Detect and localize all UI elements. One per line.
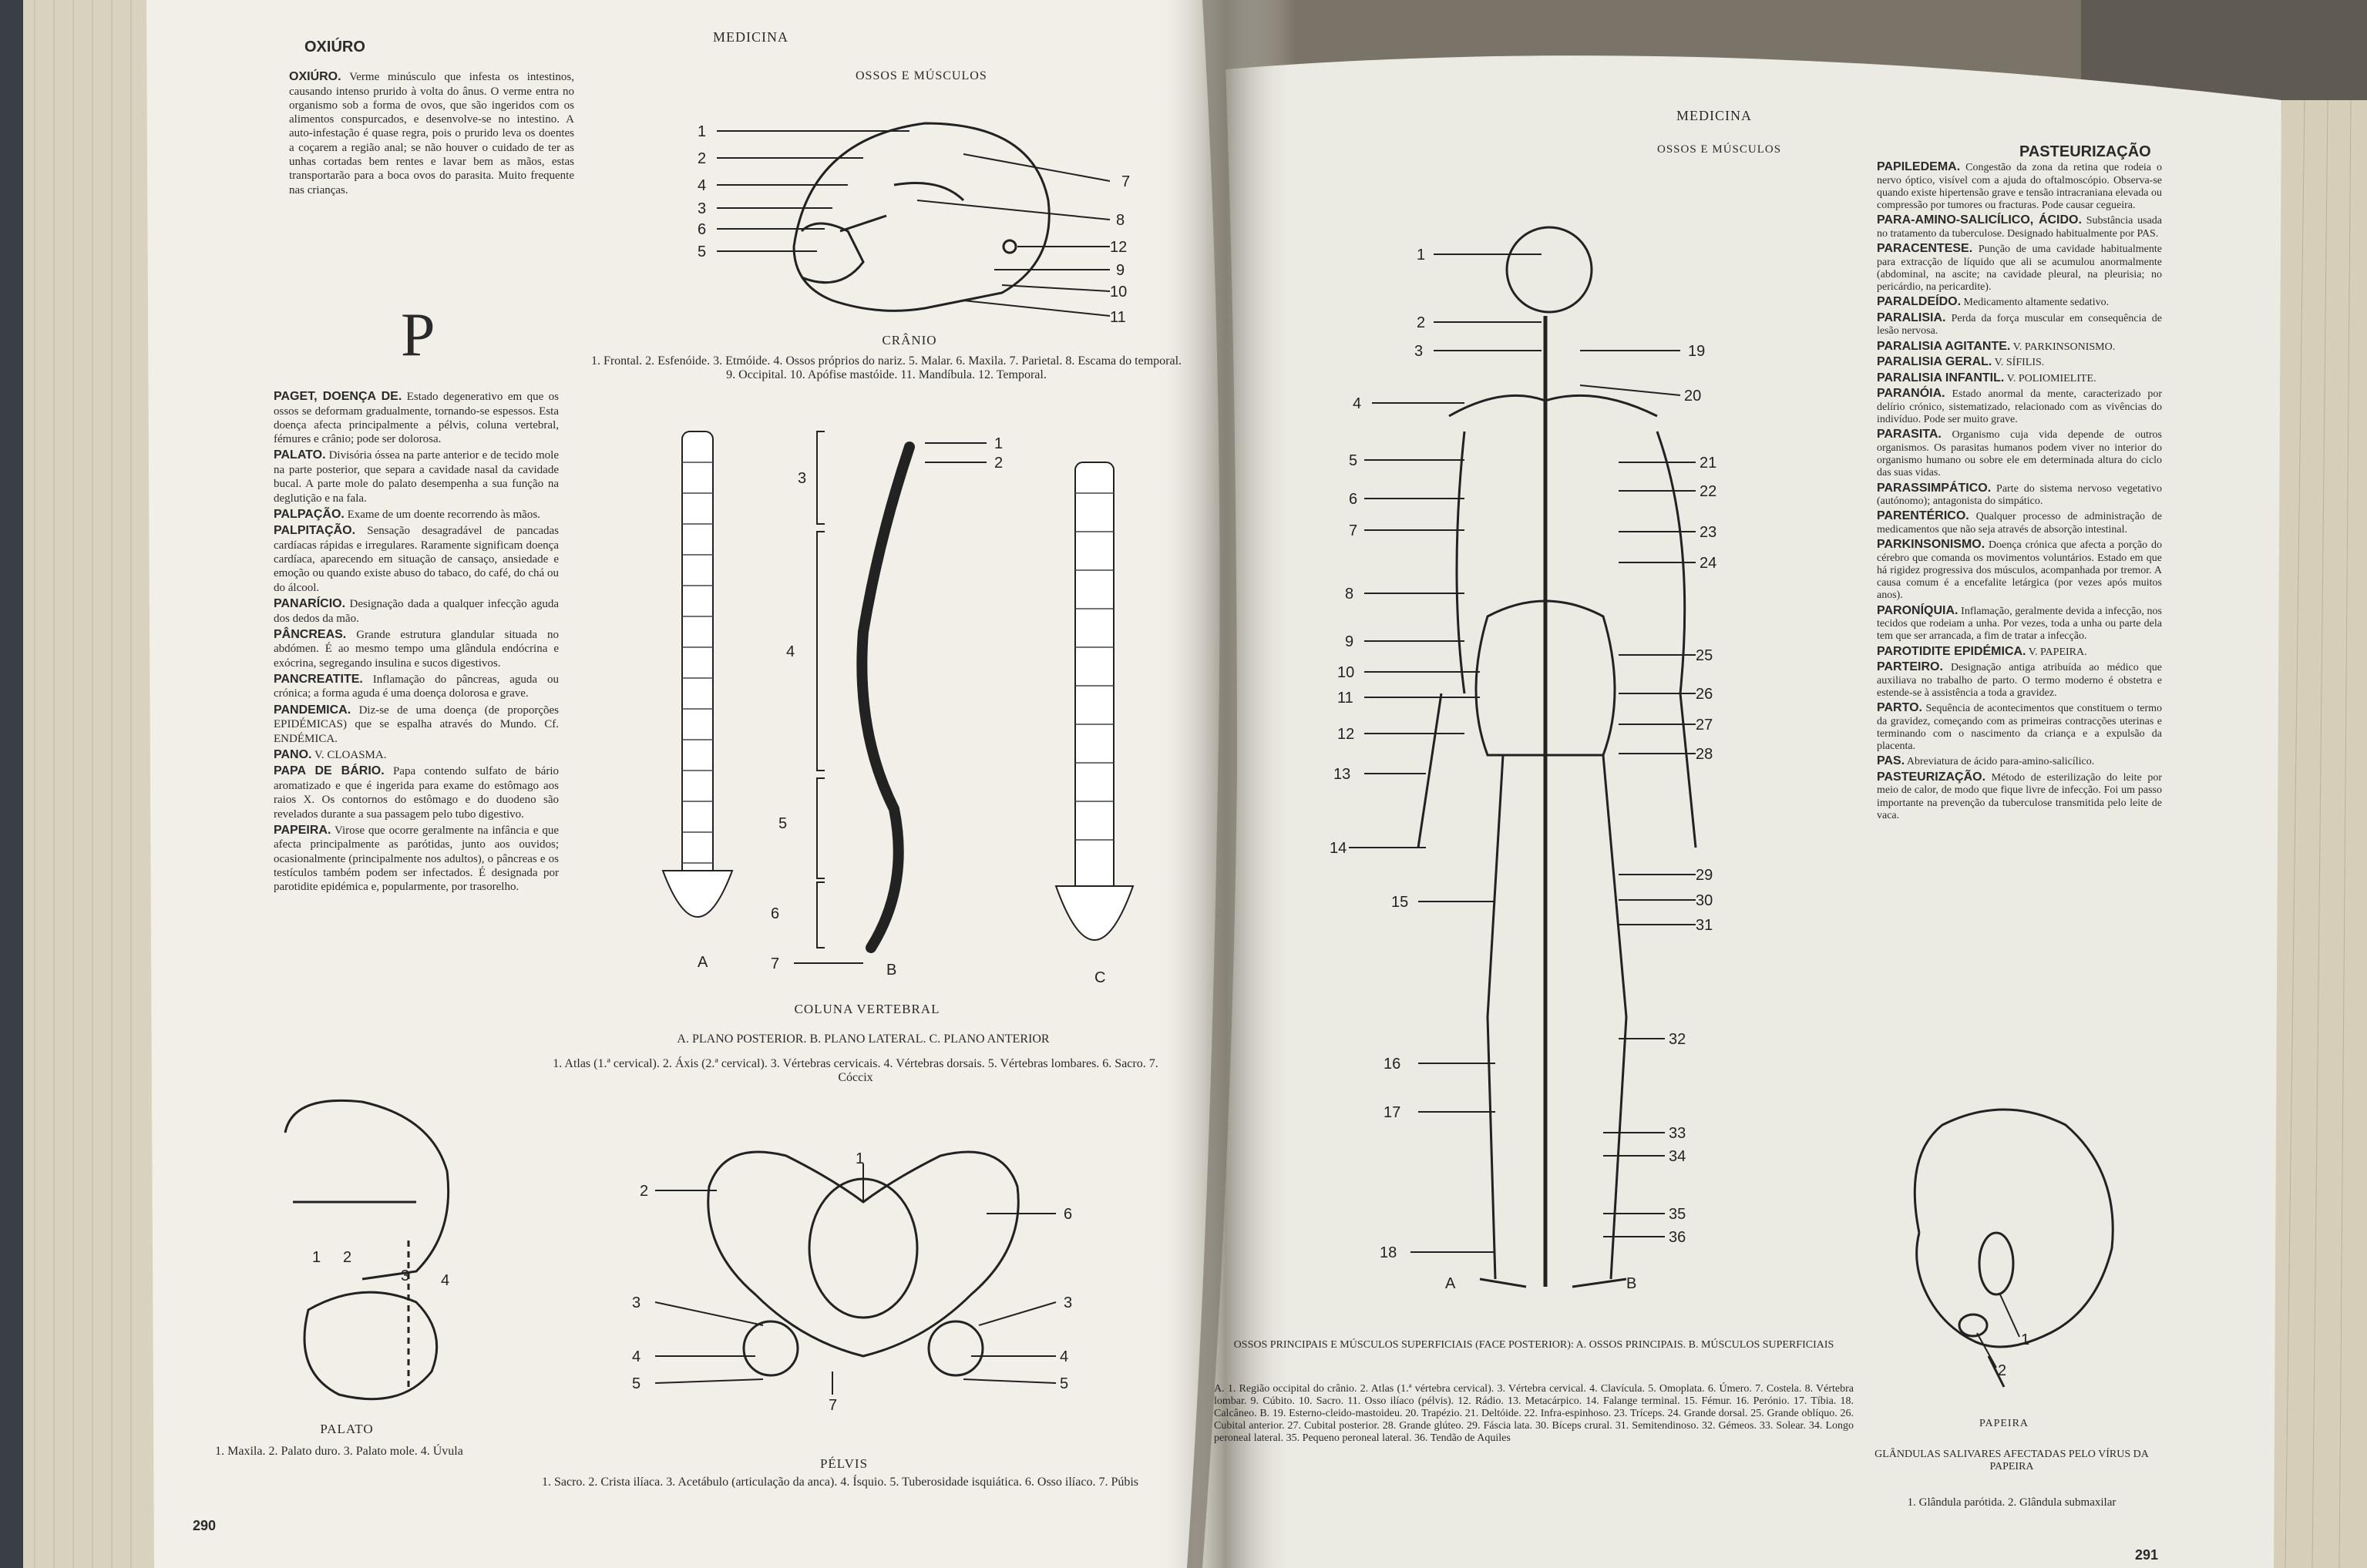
pelvis-title: PÉLVIS (819, 1456, 869, 1471)
svg-text:3: 3 (698, 200, 707, 217)
left-page-number: 290 (193, 1518, 217, 1533)
left-running-head-section: MEDICINA (713, 29, 788, 45)
skull-title: CRÂNIO (882, 333, 937, 348)
right-entry: PARALISIA INFANTIL. V. POLIOMIELITE. (1877, 371, 2096, 384)
svg-text:12: 12 (1337, 726, 1355, 743)
left-entry: PAPEIRA. Virose que ocorre geralmente na infância e que afecta principalmente as parótidas, junto aos ouvidos; ocasionalmente (principalmente nos adultos), o pâncreas e os testículos também podem ser infectados. É designada por parotidite epidémica e, popularmente, por trasorelho. (274, 823, 559, 894)
svg-text:5: 5 (778, 815, 788, 832)
svg-text:33: 33 (1669, 1125, 1686, 1142)
right-entry: PARALISIA AGITANTE. V. PARKINSONISMO. (1877, 339, 2116, 353)
svg-text:21: 21 (1700, 455, 1717, 472)
section-letter: P (401, 301, 435, 369)
svg-text:6: 6 (1349, 491, 1358, 508)
right-entry: PAPILEDEMA. Congestão da zona da retina que rodeia o nervo óptico, visível com a ajuda do oftalmoscópio. Observa-se quando existe hipertensão grave e tensão intracraniana elevada ou compressão por tumores ou fracturas. Pode causar cegueira. (1877, 160, 2162, 212)
svg-text:25: 25 (1696, 647, 1713, 664)
body-letter-b: B (1626, 1275, 1637, 1292)
svg-text:6: 6 (698, 221, 707, 238)
right-entry: PARANÓIA. Estado anormal da mente, caracterizado por delírio crónico, sistematizado, relacionado com as vivências do indivíduo. Pode ser muito grave. (1877, 387, 2162, 426)
svg-text:32: 32 (1669, 1031, 1686, 1048)
spine-legend: 1. Atlas (1.ª cervical). 2. Áxis (2.ª cervical). 3. Vértebras cervicais. 4. Vértebras dorsais. 5. Vértebras lombares. 6. Sacro. 7. Cóccix (553, 1057, 1158, 1084)
right-entry: PARENTÉRICO. Qualquer processo de administração de medicamentos que não seja através de absorção intestinal. (1877, 509, 2163, 536)
right-entry: PASTEURIZAÇÃO. Método de esterilização do leite por meio de calor, de modo que fique livre de infecção. Foi um passo importante na prevenção da tuberculose transmitida pelo leite de vaca. (1877, 770, 2162, 821)
svg-text:3: 3 (1064, 1294, 1073, 1311)
right-page-number: 291 (2135, 1547, 2159, 1563)
svg-text:5: 5 (1349, 452, 1358, 469)
svg-text:7: 7 (829, 1397, 838, 1414)
svg-text:23: 23 (1700, 524, 1717, 541)
svg-text:7: 7 (1349, 522, 1358, 539)
svg-text:5: 5 (632, 1375, 641, 1392)
svg-text:30: 30 (1696, 892, 1713, 909)
svg-text:5: 5 (698, 243, 707, 260)
svg-text:16: 16 (1384, 1056, 1401, 1073)
left-entry: PALPAÇÃO. Exame de um doente recorrendo às mãos. (274, 507, 540, 521)
left-entry: PÂNCREAS. Grande estrutura glandular situada no abdómen. É ao mesmo tempo uma glândula endócrina e exócrina, segregando insulina e sucos digestivos. (274, 627, 559, 670)
left-entry: PANDEMICA. Diz-se de uma doença (de proporções EPIDÉMICAS) que se espalha através do Mundo. Cf. ENDÉMICA. (274, 703, 559, 745)
svg-text:31: 31 (1696, 917, 1713, 934)
right-entry: PARTEIRO. Designação antiga atribuída ao médico que auxiliava no trabalho de parto. O termo moderno é obstetra e estende-se à assistência a toda a gravidez. (1877, 660, 2163, 699)
pelvis-legend: 1. Sacro. 2. Crista ilíaca. 3. Acetábulo (articulação da anca). 4. Ísquio. 5. Tuberosidade isquiática. 6. Osso ilíaco. 7. Púbis (541, 1476, 1139, 1489)
right-entry: PARALISIA. Perda da força muscular em consequência de lesão nervosa. (1877, 311, 2162, 337)
skull-legend: 1. Frontal. 2. Esfenóide. 3. Etmóide. 4. Ossos próprios do nariz. 5. Malar. 6. Maxila. 7. Parietal. 8. Escama do temporal. 9. Occipital. 10. Apófise mastóide. 11. Mandíbula. 12. Temporal. (590, 354, 1182, 381)
mumps-legend: 1. Glândula parótida. 2. Glândula submaxilar (1907, 1496, 2117, 1509)
svg-text:11: 11 (1110, 309, 1126, 326)
intro-term: OXIÚRO. (289, 70, 341, 83)
svg-text:14: 14 (1330, 840, 1347, 857)
svg-text:2: 2 (994, 455, 1004, 472)
svg-text:2: 2 (640, 1183, 649, 1200)
palate-legend: 1. Maxila. 2. Palato duro. 3. Palato mole. 4. Úvula (215, 1445, 463, 1458)
svg-text:22: 22 (1700, 483, 1717, 500)
body-letter-a: A (1445, 1275, 1456, 1292)
svg-text:36: 36 (1669, 1229, 1686, 1246)
spine-letter-c: C (1094, 969, 1106, 986)
right-entry: PARTO. Sequência de acontecimentos que constituem o termo da gravidez, começando com as primeiras contracções uterinas e terminando com o nascimento da criança e a expulsão da placenta. (1877, 701, 2163, 753)
svg-text:15: 15 (1391, 894, 1409, 911)
svg-text:5: 5 (1060, 1375, 1069, 1392)
svg-text:1: 1 (312, 1249, 321, 1266)
svg-text:8: 8 (1345, 586, 1354, 603)
body-title: OSSOS PRINCIPAIS E MÚSCULOS SUPERFICIAIS (FACE POSTERIOR): A. OSSOS PRINCIPAIS. B. MÚSCULOS SUPERFICIAIS (1233, 1339, 1834, 1351)
svg-text:28: 28 (1696, 746, 1713, 763)
svg-text:4: 4 (1060, 1348, 1069, 1365)
svg-text:29: 29 (1696, 867, 1713, 884)
spine-subtitle: A. PLANO POSTERIOR. B. PLANO LATERAL. C. PLANO ANTERIOR (677, 1032, 1050, 1046)
right-entry: PARASSIMPÁTICO. Parte do sistema nervoso vegetativo (autónomo); antagonista do simpático. (1877, 481, 2162, 508)
gutter-shadow (1156, 0, 1295, 1568)
svg-text:9: 9 (1345, 633, 1354, 650)
svg-text:35: 35 (1669, 1206, 1686, 1223)
svg-text:9: 9 (1116, 262, 1125, 279)
left-entry: PAGET, DOENÇA DE. Estado degenerativo em que os ossos se deformam gradualmente, tornando-se espessos. Esta doença afecta principalmente a pélvis, coluna vertebral, fémures e crânio; pode ser dolorosa. (274, 390, 560, 446)
right-section-title: OSSOS E MÚSCULOS (1657, 143, 1782, 156)
svg-text:4: 4 (1353, 395, 1362, 412)
svg-text:24: 24 (1700, 555, 1717, 572)
svg-text:34: 34 (1669, 1148, 1686, 1165)
svg-text:12: 12 (1110, 239, 1128, 256)
right-running-head-entry: PASTEURIZAÇÃO (2019, 143, 2151, 160)
center-section-title: OSSOS E MÚSCULOS (856, 69, 987, 82)
right-entry: PAROTIDITE EPIDÉMICA. V. PAPEIRA. (1877, 644, 2087, 658)
svg-text:3: 3 (632, 1294, 641, 1311)
page-stack-left (23, 0, 154, 1568)
right-entry: PARONÍQUIA. Inflamação, geralmente devida a infecção, nos tecidos que rodeiam a unha. Por vezes, toda a unha ou parte dela tem que ser arrancada, a fim de tratar a infecção. (1877, 603, 2162, 643)
svg-text:1: 1 (2021, 1331, 2030, 1348)
svg-text:7: 7 (771, 955, 780, 972)
right-entry: PARA-AMINO-SALICÍLICO, ÁCIDO. Substância usada no tratamento da tuberculose. Designado habitualmente por PAS. (1877, 213, 2163, 240)
intro-text: Verme minúsculo que infesta os intestinos, causando intenso prurido à volta do ânus. O verme entra no organismo sob a forma de ovos, que são ingeridos com os alimentos conspurcados, e desenvolve-se no intestino. A auto-infestação é quase regra, pois o prurido leva os doentes a coçarem a região anal; se não houver o cuidado de ter as unhas cortadas bem rentes e lavar bem as mãos, estas transportarão para a boca ovos do parasita. Muito frequente nas crianças. (289, 71, 574, 196)
left-entry: PANO. V. CLOASMA. (274, 747, 387, 761)
svg-text:1: 1 (856, 1150, 865, 1167)
svg-text:2: 2 (343, 1249, 352, 1266)
svg-text:8: 8 (1116, 212, 1125, 229)
svg-text:3: 3 (1414, 343, 1424, 360)
svg-text:4: 4 (632, 1348, 641, 1365)
svg-text:4: 4 (441, 1272, 450, 1289)
left-running-head-entry: OXIÚRO (304, 39, 365, 55)
svg-text:4: 4 (698, 177, 707, 194)
left-entry: PAPA DE BÁRIO. Papa contendo sulfato de bário aromatizado e que é ingerida para exame do estômago aos raios X. Os contornos do estômago e do duodeno são revelados durante a sua passagem pelo tubo digestivo. (274, 764, 559, 821)
svg-text:26: 26 (1696, 686, 1713, 703)
svg-text:10: 10 (1110, 284, 1128, 301)
right-entry: PARKINSONISMO. Doença crónica que afecta a porção do cérebro que comanda os movimentos voluntários. Estado em que há rigidez progressiva dos músculos, acompanhada por tremor. A causa comum é a encefalite letárgica (por vezes após muitos anos). (1877, 538, 2163, 602)
spine-title: COLUNA VERTEBRAL (794, 1002, 940, 1016)
svg-text:10: 10 (1337, 664, 1355, 681)
right-entry: PARALDEÍDO. Medicamento altamente sedativo. (1877, 295, 2110, 309)
svg-text:1: 1 (698, 123, 707, 140)
svg-text:11: 11 (1337, 690, 1353, 707)
svg-text:3: 3 (401, 1267, 410, 1284)
right-entry: PAS. Abreviatura de ácido para-amino-salicílico. (1877, 754, 2095, 768)
right-running-head-section: MEDICINA (1676, 108, 1752, 123)
left-entry: PALATO. Divisória óssea na parte anterior e de tecido mole na parte posterior, que separa a cavidade nasal da cavidade bucal. A parte mole do palato desempenha a sua função na deglutição e na fala. (274, 448, 560, 505)
svg-text:2: 2 (1417, 314, 1426, 331)
svg-text:1: 1 (994, 435, 1004, 452)
svg-text:7: 7 (1121, 173, 1131, 190)
svg-text:17: 17 (1384, 1104, 1401, 1121)
spine-letter-a: A (698, 954, 708, 971)
right-entry: PARASITA. Organismo cuja vida depende de outros organismos. Os parasitas humanos podem viver no interior do organismo humano ou sobre ele em determinada altura do ciclo das suas vidas. (1877, 428, 2162, 479)
svg-text:1: 1 (1417, 247, 1426, 264)
svg-text:6: 6 (771, 905, 780, 922)
left-entry: PANARÍCIO. Designação dada a qualquer infecção aguda dos dedos da mão. (274, 597, 560, 625)
left-entries-column (274, 389, 559, 896)
right-entry: PARACENTESE. Punção de uma cavidade habitualmente para extracção de líquido que ali se acumulou anormalmente (abdominal, na ascite; na cavidade pleural, na pleurisia; no pericárdio, na pericardite). (1877, 242, 2162, 294)
intro-entry (289, 69, 574, 199)
svg-text:20: 20 (1684, 388, 1702, 405)
svg-text:3: 3 (798, 470, 807, 487)
svg-text:13: 13 (1333, 766, 1351, 783)
body-legend: A. 1. Região occipital do crânio. 2. Atlas (1.ª vértebra cervical). 3. Vértebra cervical. 4. Clavícula. 5. Omoplata. 6. Úmero. 7. Costela. 8. Vértebra lombar. 9. Cúbito. 10. Sacro. 11. Osso ilíaco (pélvis). 12. Rádio. 13. Metacárpico. 14. Falange terminal. 15. Fémur. 16. Perónio. 17. Tíbia. 18. Calcâneo. B. 19. Esterno-cleido-mastoideu. 20. Trapézio. 21. Deltóide. 22. Infra-espinhoso. 23. Tríceps. 24. Grande dorsal. 25. Grande oblíquo. 26. Cubital anterior. 27. Cubital posterior. 28. Grande glúteo. 29. Fáscia lata. 30. Bíceps crural. 31. Semitendinoso. 32. Gémeos. 33. Solear. 34. Longo peroneal lateral. 35. Pequeno peroneal lateral. 36. Tendão de Aquiles (1214, 1383, 1854, 1444)
svg-text:4: 4 (786, 643, 795, 660)
mumps-title: PAPEIRA (1979, 1418, 2029, 1429)
left-entry: PANCREATITE. Inflamação do pâncreas, aguda ou crónica; a forma aguda é uma doença dolorosa e grave. (274, 672, 559, 700)
right-entry: PARALISIA GERAL. V. SÍFILIS. (1877, 355, 2045, 369)
svg-text:2: 2 (698, 150, 707, 167)
svg-text:19: 19 (1688, 343, 1706, 360)
right-entries-column (1877, 160, 2162, 824)
svg-text:18: 18 (1380, 1244, 1397, 1261)
spine-letter-b: B (886, 962, 897, 979)
svg-text:6: 6 (1064, 1206, 1073, 1223)
mumps-caption: GLÂNDULAS SALIVARES AFECTADAS PELO VÍRUS DA PAPEIRA (1874, 1449, 2149, 1472)
left-entry: PALPITAÇÃO. Sensação desagradável de pancadas cardíacas rápidas e irregulares. Raramente significam doença cardíaca, aparecendo em situação de cansaço, ansiedade e emoção ou quando existe abuso do tabaco, do café, do chá ou do álcool. (274, 524, 559, 594)
svg-text:27: 27 (1696, 717, 1713, 734)
svg-text:2: 2 (1998, 1362, 2007, 1379)
palate-title: PALATO (320, 1422, 374, 1436)
